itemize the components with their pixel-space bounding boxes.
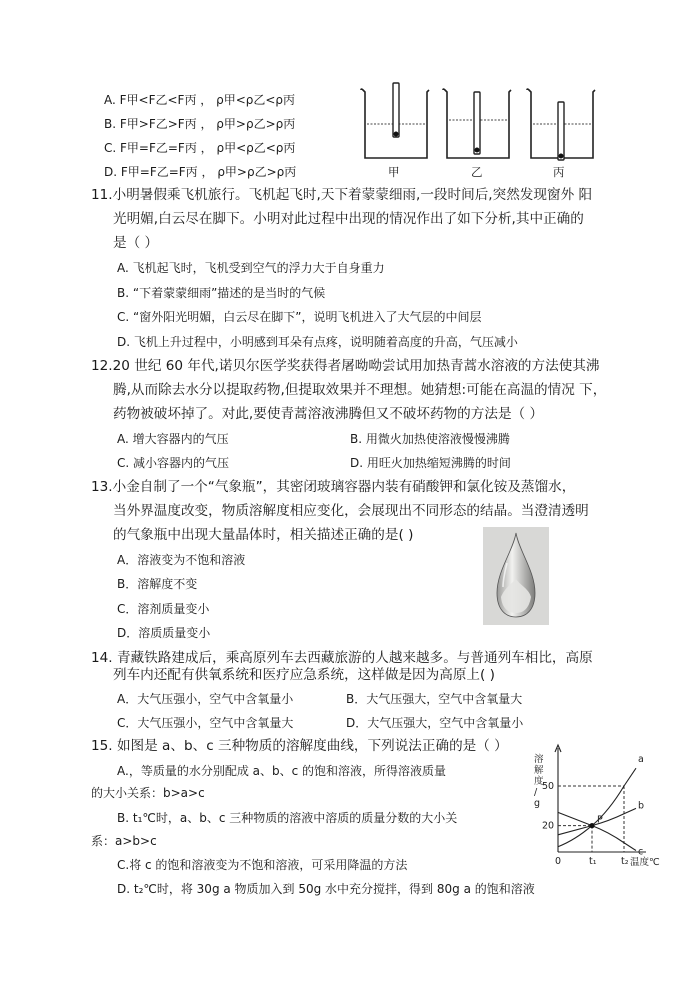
q15-option-a-line2: 的大小关系：b>a>c <box>91 786 205 800</box>
q10-option-c: C. F甲=F乙=F丙 ， ρ甲<ρ乙<ρ丙 <box>104 141 296 155</box>
q12-option-d: D. 用旺火加热缩短沸腾的时间 <box>350 456 511 470</box>
beaker-label-jia: 甲 <box>388 165 400 179</box>
q14-stem-line2: 列车内还配有供氧系统和医疗应急系统，这样做是因为高原上( ) <box>113 667 495 683</box>
beaker-yi <box>443 89 511 158</box>
q13-stem-line1: 13.小金自制了一个“气象瓶”，其密闭玻璃容器内装有硝酸钾和氯化铵及蒸馏水， <box>91 479 576 495</box>
point-p <box>589 823 594 828</box>
point-p-label: P <box>597 814 603 826</box>
q15-option-b-line2: 系：a>b>c <box>91 834 157 848</box>
series-label-c: c <box>638 846 644 858</box>
beaker-label-yi: 乙 <box>471 165 483 179</box>
q11-stem-line3: 是（ ） <box>113 235 159 251</box>
q14-option-d: D．大气压强大，空气中含氧量小 <box>346 716 524 730</box>
q11-option-b: B. “下着蒙蒙细雨”描述的是当时的气候 <box>117 286 326 300</box>
q14-option-a: A．大气压强小，空气中含氧量小 <box>117 692 294 706</box>
q10-option-a: A. F甲<F乙<F丙 ， ρ甲<ρ乙<ρ丙 <box>104 93 296 107</box>
q12-stem-line1: 12.20 世纪 60 年代,诺贝尔医学奖获得者屠呦呦尝试用加热青蒿水溶液的方法使其沸 <box>91 358 600 374</box>
x-axis-label: 温度℃ <box>630 857 660 868</box>
y-axis-label-char: 解 <box>534 765 544 776</box>
q11-option-d: D. 飞机上升过程中，小明感到耳朵有点疼，说明随着高度的升高，气压减小 <box>117 335 518 349</box>
x-tick-label: 0 <box>555 856 562 867</box>
y-axis-label-char: 度 <box>534 776 544 787</box>
q13-option-a: A．溶液变为不饱和溶液 <box>117 553 246 567</box>
q15-option-a-line1: A.，等质量的水分别配成 a、b、c 的饱和溶液，所得溶液质量 <box>117 764 447 778</box>
q14-stem-line1: 14. 青藏铁路建成后，乘高原列车去西藏旅游的人越来越多。与普通列车相比，高原 <box>91 650 593 666</box>
q11-option-a: A. 飞机起飞时，飞机受到空气的浮力大于自身重力 <box>117 261 385 275</box>
beaker-label-bing: 丙 <box>553 165 565 179</box>
series-label-b: b <box>638 800 645 812</box>
y-tick-label-50: 50 <box>542 781 555 792</box>
q12-stem-line2: 腾,从而除去水分以提取药物,但提取效果并不理想。她猜想:可能在高温的情况 下， <box>113 382 607 398</box>
q13-option-d: D．溶质质量变小 <box>117 626 211 640</box>
q13-option-c: C．溶剂质量变小 <box>117 602 210 616</box>
beaker-jia <box>361 83 429 158</box>
q12-option-b: B. 用微火加热使溶液慢慢沸腾 <box>350 432 510 446</box>
solubility-chart <box>520 740 670 870</box>
q12-option-c: C. 减小容器内的气压 <box>117 456 230 470</box>
q10-option-b: B. F甲>F乙>F丙 ， ρ甲>ρ乙>ρ丙 <box>104 117 296 131</box>
q12-option-a: A. 增大容器内的气压 <box>117 432 229 446</box>
q11-stem-line2: 光明媚,白云尽在脚下。小明对此过程中出现的情况作出了如下分析,其中正确的 <box>113 211 584 227</box>
y-axis-label-char: g <box>534 798 541 809</box>
q11-option-c: C. “窗外阳光明媚，白云尽在脚下”，说明飞机进入了大气层的中间层 <box>117 310 482 324</box>
q15-option-c: C.将 c 的饱和溶液变为不饱和溶液，可采用降温的方法 <box>117 858 408 872</box>
q15-option-b-line1: B. t₁℃时，a、b、c 三种物质的溶液中溶质的质量分数的大小关 <box>117 811 458 825</box>
q10-option-d: D. F甲=F乙=F丙 ， ρ甲>ρ乙>ρ丙 <box>104 165 297 179</box>
storm-glass-photo <box>483 527 549 625</box>
x-tick-label: t₁ <box>589 856 597 867</box>
q14-option-b: B．大气压强大，空气中含氧量大 <box>346 692 523 706</box>
q15-stem-line1: 15. 如图是 a、b、c 三种物质的溶解度曲线，下列说法正确的是（ ） <box>91 738 508 754</box>
y-axis-label-char: / <box>534 787 538 798</box>
q13-stem-line2: 当外界温度改变，物质溶解度相应变化，会展现出不同形态的结晶。当澄清透明 <box>113 503 589 519</box>
y-tick-label-20: 20 <box>542 820 555 832</box>
q15-option-d: D. t₂℃时，将 30g a 物质加入到 50g 水中充分搅拌，得到 80g a 的饱和溶液 <box>117 882 535 896</box>
q14-option-c: C．大气压强小，空气中含氧量大 <box>117 716 294 730</box>
q11-stem-line1: 11.小明暑假乘飞机旅行。飞机起飞时,天下着蒙蒙细雨,一段时间后,突然发现窗外 阳 <box>91 187 593 203</box>
x-tick-label: t₂ <box>621 856 629 867</box>
q13-option-b: B．溶解度不变 <box>117 577 198 591</box>
y-axis-label-char: 溶 <box>534 754 544 765</box>
q13-stem-line3: 的气象瓶中出现大量晶体时，相关描述正确的是( ) <box>113 527 414 543</box>
beaker-bing <box>527 89 595 160</box>
series-label-a: a <box>638 754 644 766</box>
q12-stem-line3: 药物被破坏掉了。对此,要使青蒿溶液沸腾但又不破坏药物的方法是（ ） <box>113 406 544 422</box>
